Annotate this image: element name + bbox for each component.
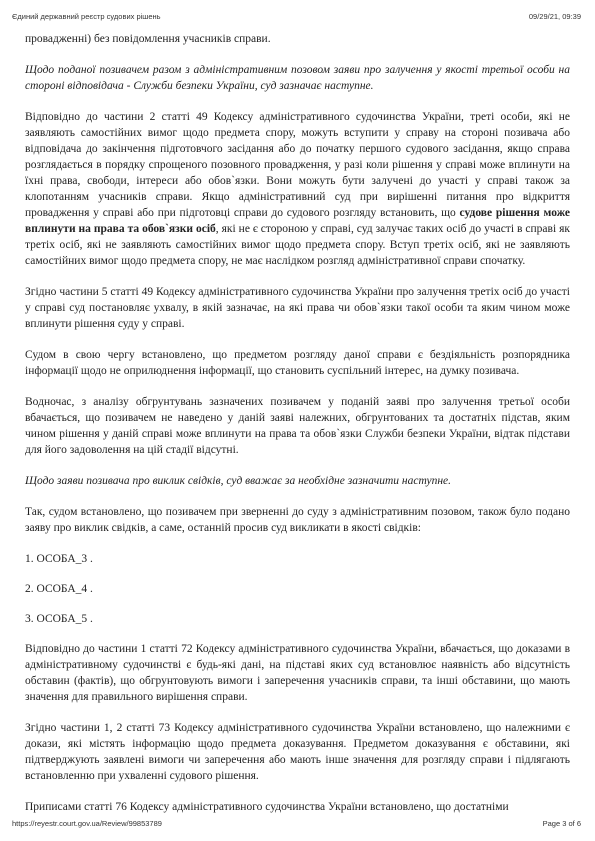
- witness-list-item: 1. ОСОБА_3 .: [25, 553, 93, 565]
- paragraph: [25, 109, 570, 269]
- paragraph: Згідно частини 5 статті 49 Кодексу адміністративного судочинства України про залучення третіх осіб до участі у справі суд постановляє ухвалу, в якій зазначає, на які права чи обов`язки такої особи та яким чином може вплинути рішення суду у справі.: [25, 286, 570, 330]
- paragraph-text: , які не є стороною у справі, суд залучає таких осіб до участі в справі як третіх осіб, які не заявляють самостійних вимог щодо предмета спору. Вступ третіх осіб, які не заявляють самостійних вимог щодо предмета спору, не має наслідком розгляд адміністративної справи спочатку.: [25, 223, 570, 267]
- paragraph-text: Відповідно до частини 2 статті 49 Кодексу адміністративного судочинства України, треті особи, які не заявляють самостійних вимог щодо предмета спору, можуть вступити у справу на стороні позивача або відповідача до закінчення підготовчого засідання або до початку першого судового засідання, якщо справа розглядається в порядку спрощеного позовного провадження, у разі коли рішення у справі може вплинути на їхні права, свободи, інтереси або обов`язки. Вони можуть бути залучені до участі у справі також за клопотанням учасників справи. Якщо адміністративний суд при вирішенні питання про відкриття провадження у справі або при підготовці справи до судового розгляду встановить, що: [25, 111, 570, 219]
- paragraph: Так, судом встановлено, що позивачем при зверненні до суду з адміністративним позовом, також було подано заяву про виклик свідків, а саме, останній просив суд викликати в якості свідків:: [25, 506, 570, 534]
- paragraph: провадженні) без повідомлення учасників справи.: [25, 33, 271, 45]
- paragraph: Відповідно до частини 1 статті 72 Кодексу адміністративного судочинства України, вбачається, що доказами в адміністративному судочинстві є будь-які дані, на підставі яких суд встановлює наявність або відсутність обставин (фактів), що обгрунтовують вимоги і заперечення учасників справи, та інші обставини, що мають значення для правильного вирішення справи.: [25, 643, 570, 703]
- witness-list-item: 2. ОСОБА_4 .: [25, 583, 93, 595]
- page-header-title: Єдиний державний реєстр судових рішень: [12, 12, 161, 21]
- paragraph: Згідно частини 1, 2 статті 73 Кодексу адміністративного судочинства України встановлено, що належними є докази, які містять інформацію щодо предмета доказування. Предметом доказування є обставини, які підтверджують заявлені вимоги чи заперечення або мають інше значення для розгляду справи і підлягають встановленню при ухваленні судового рішення.: [25, 722, 570, 782]
- bold-emphasis: судове рішення може вплинути на права та обов`язки осіб: [25, 207, 570, 235]
- section-heading-paragraph: Щодо поданої позивачем разом з адміністративним позовом заяви про залучення у якості третьої особи на стороні відповідача - Служби безпеки України, суд зазначає наступне.: [25, 64, 570, 92]
- document-body: [25, 31, 570, 830]
- paragraph: Водночас, з аналізу обгрунтувань зазначених позивачем у поданій заяві про залучення третьої особи вбачається, що позивачем не наведено у даній заяві належних, обгрунтованих та достатніх підстав, яким чином рішення у даній справі може вплинути на права та обов`язки Служби безпеки України, відтак підстави для його задоволення на цій стадії відсутні.: [25, 396, 570, 456]
- page-footer-url: https://reyestr.court.gov.ua/Review/99853789: [12, 819, 162, 828]
- paragraph: Судом в свою чергу встановлено, що предметом розгляду даної справи є бездіяльність розпорядника інформації щодо не оприлюднення інформації, що становить суспільний інтерес, на думку позивача.: [25, 349, 570, 377]
- section-heading-paragraph: Щодо заяви позивача про виклик свідків, суд вважає за необхідне зазначити наступне.: [25, 475, 452, 487]
- witness-list-item: 3. ОСОБА_5 .: [25, 613, 93, 625]
- paragraph: Приписами статті 76 Кодексу адміністративного судочинства України встановлено, що достатніми: [25, 801, 509, 813]
- page-footer-page-number: Page 3 of 6: [542, 819, 581, 828]
- page-header-datetime: 09/29/21, 09:39: [528, 12, 581, 21]
